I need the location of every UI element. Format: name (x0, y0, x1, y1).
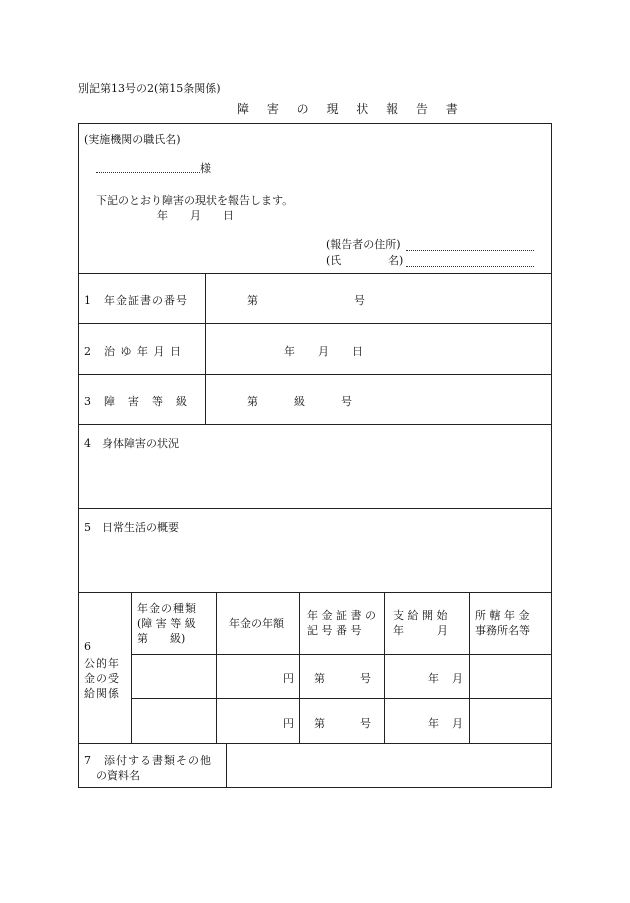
report-date: 年 月 日 (157, 209, 234, 222)
reporter-name-line[interactable] (406, 266, 534, 267)
row-b-tsuki: 月 (452, 717, 463, 730)
col4-line1: 支 給 開 始 (393, 609, 448, 622)
divider (78, 592, 552, 593)
row3-label: 3 障 害 等 級 (84, 395, 188, 408)
row3-dai: 第 (247, 395, 258, 408)
row4-label: 4 身体障害の状況 (84, 437, 179, 450)
column-divider (205, 273, 206, 424)
col1-line1: 年金の種類 (137, 602, 197, 615)
row3-kyu: 級 (294, 395, 305, 408)
attachments-label-line2: の資料名 (96, 769, 140, 782)
column-divider (216, 592, 217, 743)
row2-nen: 年 (284, 345, 295, 358)
divider (78, 273, 552, 274)
row-a-nen: 年 (428, 672, 439, 685)
row2-label: 2 治 ゆ 年 月 日 (84, 345, 182, 358)
section6-line1: 公的年 (84, 657, 120, 670)
row-a-yen: 円 (283, 672, 294, 685)
column-divider (384, 592, 385, 743)
report-form-frame (78, 123, 552, 788)
row-a-tsuki: 月 (452, 672, 463, 685)
col1-line3: 第 級) (137, 632, 186, 645)
reporter-name-label-open: (氏 (326, 254, 342, 267)
col2-header: 年金の年額 (229, 617, 284, 630)
row5-label: 5 日常生活の概要 (84, 521, 179, 534)
row-a-go: 号 (360, 672, 371, 685)
col1-line2: (障 害 等 級 (137, 617, 196, 630)
section6-number: 6 (84, 640, 91, 653)
institution-label: (実施機関の職氏名) (84, 133, 181, 146)
reporter-address-label: (報告者の住所) (326, 238, 401, 251)
col3-line1: 年 金 証 書 の (307, 609, 376, 622)
row2-tsuki: 月 (318, 345, 329, 358)
pension-certificate-number-field[interactable] (262, 286, 350, 306)
col5-line2: 事務所名等 (475, 624, 530, 637)
intro-text: 下記のとおり障害の現状を報告します。 (96, 194, 294, 207)
form-title: 障 害 の 現 状 報 告 書 (237, 102, 465, 116)
row1-label: 1 年金証書の番号 (84, 294, 188, 307)
column-divider (469, 592, 470, 743)
reporter-address-line[interactable] (406, 250, 534, 251)
divider (78, 508, 552, 509)
row-a-dai: 第 (314, 672, 325, 685)
column-divider (131, 592, 132, 743)
column-divider (299, 592, 300, 743)
divider (78, 374, 552, 375)
column-divider (226, 743, 227, 788)
col4-line2: 年 月 (393, 624, 448, 637)
row3-go: 号 (341, 395, 352, 408)
addressee-line[interactable] (96, 172, 200, 173)
divider (78, 424, 552, 425)
col5-line1: 所 轄 年 金 (475, 609, 530, 622)
row1-go: 号 (354, 294, 365, 307)
section6-line3: 給関係 (84, 687, 120, 700)
divider (78, 743, 552, 744)
divider (131, 654, 552, 655)
col3-line2: 記 号 番 号 (307, 624, 362, 637)
form-reference: 別記第13号の2(第15条関係) (78, 82, 221, 95)
sama-label: 様 (200, 162, 211, 175)
row-b-go: 号 (360, 717, 371, 730)
section6-line2: 金の受 (84, 672, 120, 685)
row-b-yen: 円 (283, 717, 294, 730)
row-b-dai: 第 (314, 717, 325, 730)
row2-hi: 日 (352, 345, 363, 358)
reporter-name-label-close: 名) (388, 254, 404, 267)
row-b-nen: 年 (428, 717, 439, 730)
divider (78, 323, 552, 324)
attachments-label-line1: 7 添付する書類その他 (84, 754, 212, 767)
divider (131, 698, 552, 699)
row1-dai: 第 (247, 294, 258, 307)
